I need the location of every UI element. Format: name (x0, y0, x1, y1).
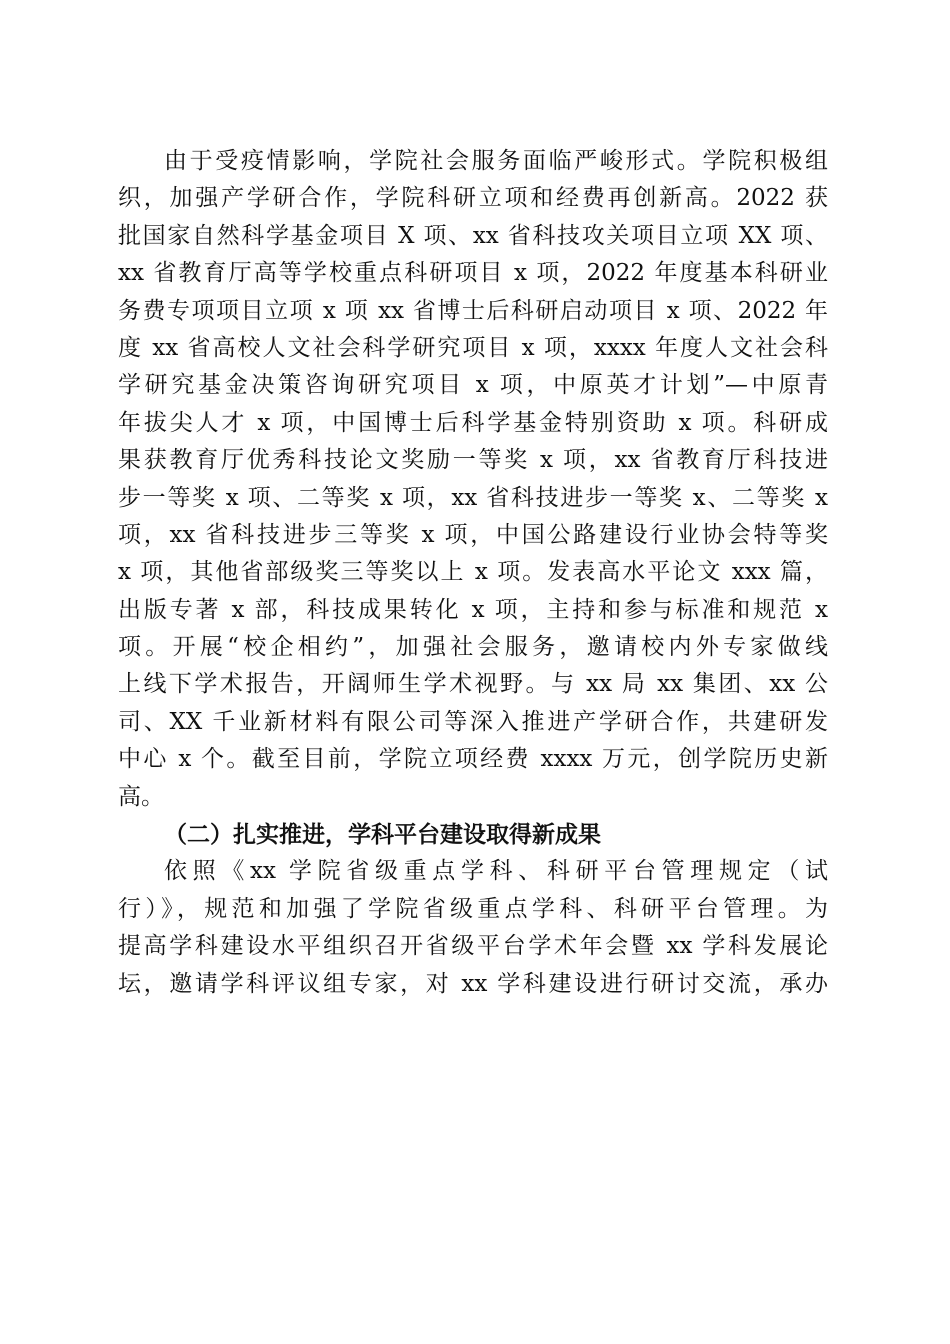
paragraph-line: 依照《xx 学院省级重点学科、科研平台管理规定（试 (164, 858, 828, 885)
paragraph-line: 中心 x 个。截至目前，学院立项经费 xxxx 万元，创学院历史新 (118, 746, 828, 773)
paragraph-line: 司、XX 千业新材料有限公司等深入推进产学研合作，共建研发 (118, 708, 828, 735)
paragraph-line: 项。开展“校企相约”，加强社会服务，邀请校内外专家做线 (118, 634, 828, 661)
paragraph-line: x 项，其他省部级奖三等奖以上 x 项。发表高水平论文 xxx 篇， (118, 559, 828, 586)
paragraph-line: 高。 (118, 783, 164, 810)
paragraph-line: 由于受疫情影响，学院社会服务面临严峻形式。学院积极组 (164, 148, 828, 174)
paragraph-line: 批国家自然科学基金项目 X 项、xx 省科技攻关项目立项 XX 项、 (118, 222, 828, 249)
paragraph-line: 果获教育厅优秀科技论文奖励一等奖 x 项，xx 省教育厅科技进 (118, 447, 828, 474)
paragraph-line: 出版专著 x 部，科技成果转化 x 项，主持和参与标准和规范 x (118, 596, 828, 623)
section-heading: （二）扎实推进，学科平台建设取得新成果 (164, 821, 601, 849)
paragraph-line: 年拔尖人才 x 项，中国博士后科学基金特别资助 x 项。科研成 (118, 409, 828, 436)
paragraph-social-service (118, 143, 828, 816)
paragraph-line: 行）》，规范和加强了学院省级重点学科、科研平台管理。为 (118, 895, 828, 922)
paragraph-line: 度 xx 省高校人文社会科学研究项目 x 项，xxxx 年度人文社会科 (118, 334, 828, 361)
document-body (118, 143, 828, 1003)
paragraph-line: 上线下学术报告，开阔师生学术视野。与 xx 局 xx 集团、xx 公 (118, 671, 828, 698)
paragraph-line: 务费专项项目立项 x 项 xx 省博士后科研启动项目 x 项、2022 年 (118, 297, 828, 324)
paragraph-line: 项，xx 省科技进步三等奖 x 项，中国公路建设行业协会特等奖 (118, 521, 828, 548)
paragraph-line: xx 省教育厅高等学校重点科研项目 x 项，2022 年度基本科研业 (118, 260, 828, 287)
paragraph-line: 学研究基金决策咨询研究项目 x 项，中原英才计划”—中原青 (118, 372, 828, 399)
paragraph-discipline-platform (118, 853, 828, 1003)
paragraph-line: 步一等奖 x 项、二等奖 x 项，xx 省科技进步一等奖 x、二等奖 x (118, 484, 828, 511)
paragraph-line: 织，加强产学研合作，学院科研立项和经费再创新高。2022 获 (118, 185, 828, 212)
paragraph-line: 坛，邀请学科评议组专家，对 xx 学科建设进行研讨交流，承办 (118, 970, 828, 997)
paragraph-line: 提高学科建设水平组织召开省级平台学术年会暨 xx 学科发展论 (118, 933, 828, 960)
